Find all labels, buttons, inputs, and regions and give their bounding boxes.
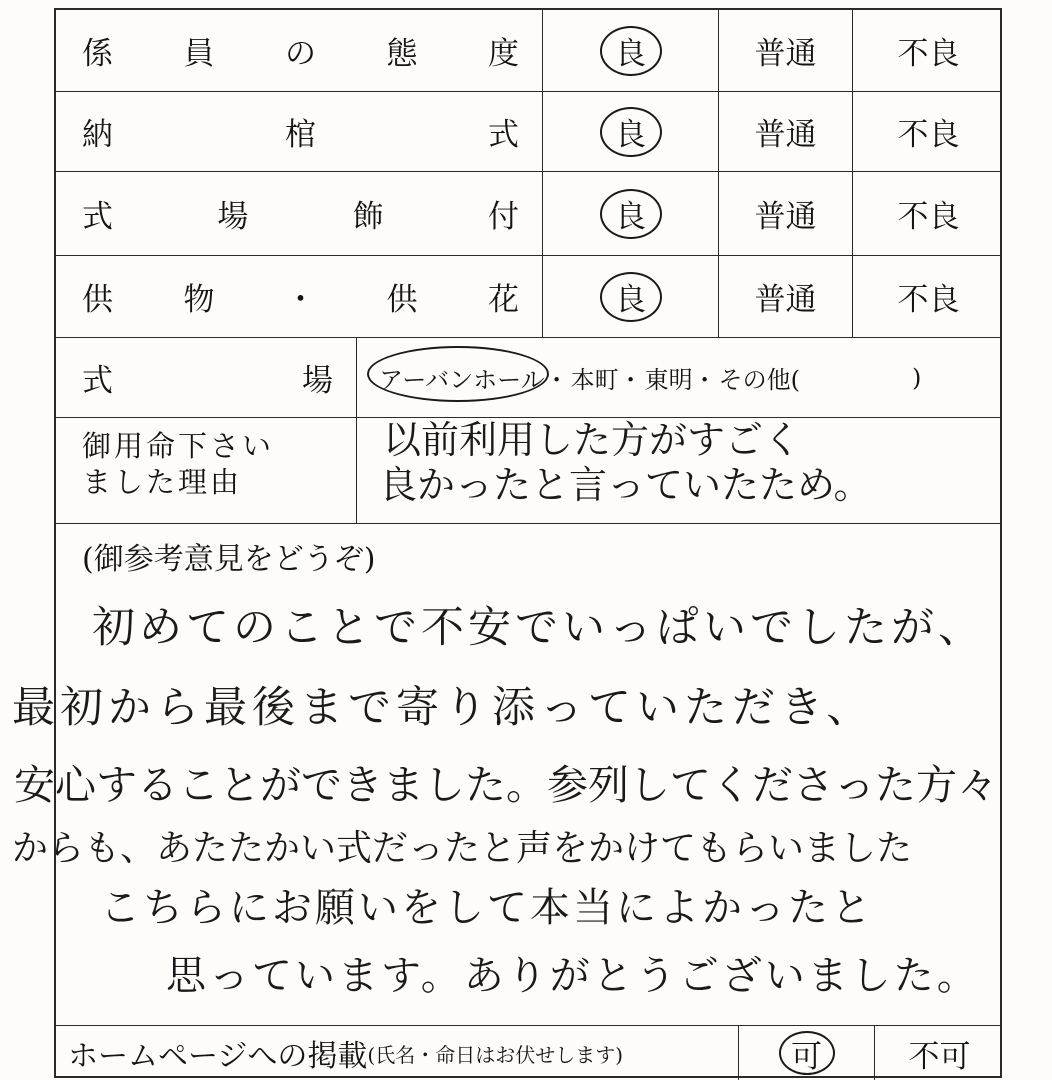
reason-answer-line: 良かったと言っていたため。 [379,463,872,507]
label-char: 員 [183,36,216,72]
label-char: 場 [217,199,250,235]
circled-good: 良 [600,26,662,76]
comment-line: からも、あたたかい式だったと声をかけてもらいました [12,828,913,869]
comment-line: こちらにお願いをして本当によかったと [100,885,874,931]
option-good[interactable] [542,172,718,255]
label-char: 態 [386,36,419,72]
circled-allow: 可 [779,1031,835,1075]
label-char: 納 [82,117,114,153]
rating-label [56,92,542,171]
circled-good: 良 [600,107,662,157]
option-bad-label: 不良 [897,36,960,72]
option-good[interactable] [542,10,718,91]
label-char: 物 [183,282,216,318]
option-normal[interactable] [718,172,852,255]
publish-note: (氏名・命日はお伏せします) [367,1042,624,1067]
rating-label [56,10,542,91]
reason-answer-line: 以前利用した方がすごく [383,418,802,462]
label-char: 場 [302,363,334,399]
comments-section[interactable] [12,524,1000,1026]
option-bad[interactable] [852,256,1004,337]
rating-label [56,256,542,337]
option-bad[interactable] [852,172,1004,255]
comment-line: 安心することができました。参列してくださった方々 [14,761,998,809]
label-char: 花 [488,282,520,318]
label-char: 供 [82,282,114,318]
label-char: 度 [488,36,520,72]
comment-line: 思っています。ありがとうございました。 [166,953,980,999]
rating-row-coffin [56,92,1000,172]
label-char: ・ [285,282,317,318]
option-normal-label: 普通 [754,199,817,235]
option-bad-label: 不良 [897,282,960,318]
option-bad[interactable] [852,10,1004,91]
rating-row-staff [56,10,1000,92]
reason-label [56,418,356,523]
label-char: 飾 [352,199,385,235]
option-bad[interactable] [852,92,1004,171]
option-bad-label: 不良 [897,117,960,153]
comment-line: 初めてのことで不安でいっぱいでしたが、 [92,603,985,653]
publish-deny-label: 不可 [908,1038,971,1075]
reason-label-line: ました理由 [82,465,243,499]
label-char: 付 [487,199,520,235]
rating-row-offerings [56,256,1000,338]
comment-line: 最初から最後まで寄り添っていただき、 [12,683,875,733]
rating-label [56,172,542,255]
reason-answer[interactable] [356,418,1004,523]
label-char: 式 [82,363,114,399]
venue-option-other[interactable]: その他( [718,366,800,394]
venue-close-paren: ) [911,363,922,392]
circled-good: 良 [600,189,662,239]
rating-row-decoration [56,172,1000,256]
reason-label-line: 御用命下さい [82,429,275,463]
option-normal-label: 普通 [754,117,817,153]
label-char: 棺 [285,117,317,153]
option-good[interactable] [542,92,718,171]
circled-good: 良 [600,272,662,322]
venue-options[interactable] [356,338,1004,417]
option-normal[interactable] [718,10,852,91]
label-char: 供 [386,282,419,318]
venue-option-honmachi[interactable]: 本町・ [570,366,643,394]
option-good[interactable] [542,256,718,337]
survey-form [12,8,1002,1078]
venue-option-tomei[interactable]: 東明・ [644,366,717,394]
option-normal-label: 普通 [754,36,817,72]
publish-label: ホームページへの掲載 [68,1039,368,1074]
label-char: 式 [82,199,114,235]
venue-label [56,338,356,417]
label-char: の [285,36,317,72]
option-normal[interactable] [718,256,852,337]
reason-row [56,418,1000,524]
venue-selection-circle [367,346,549,402]
venue-option-urban-hall[interactable]: アーバンホール・ [379,366,569,394]
option-normal[interactable] [718,92,852,171]
option-normal-label: 普通 [754,282,817,318]
comments-heading: (御参考意見をどうぞ) [82,542,376,577]
venue-row [56,338,1000,418]
option-bad-label: 不良 [897,199,960,235]
label-char: 式 [488,117,520,153]
label-char: 係 [82,36,114,72]
